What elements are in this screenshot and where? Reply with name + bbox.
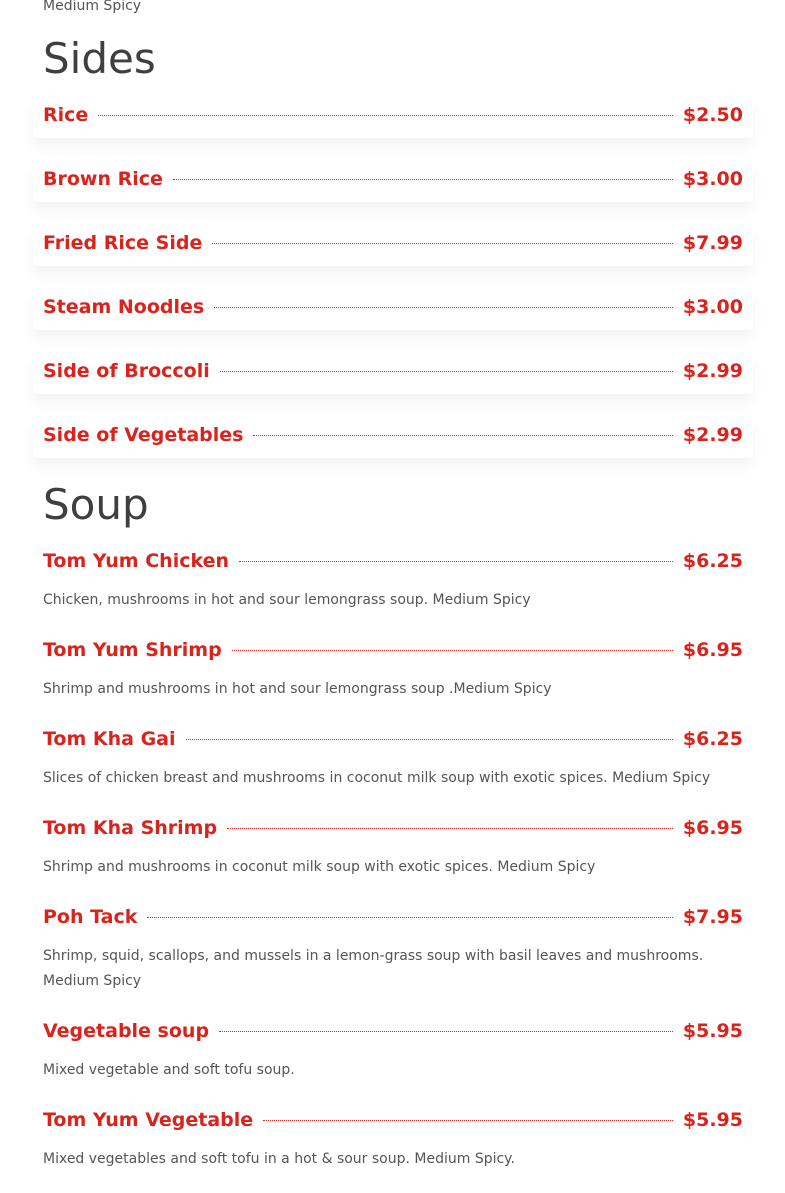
menu-item[interactable] — [43, 164, 743, 194]
item-price: $6.95 — [682, 639, 743, 661]
item-description: Mixed vegetable and soft tofu soup. — [43, 1062, 295, 1078]
item-name: Tom Kha Gai — [43, 728, 176, 750]
item-price: $6.25 — [682, 728, 743, 750]
item-price: $6.25 — [682, 550, 743, 572]
item-description: Shrimp, squid, scallops, and mussels in a lemon-grass soup with basil leaves and mushrooms. Medium Spicy — [43, 948, 704, 989]
item-price: $5.95 — [682, 1109, 743, 1131]
menu-item[interactable] — [43, 100, 743, 130]
item-name: Side of Vegetables — [43, 424, 244, 446]
previous-item-description: Medium Spicy — [43, 0, 142, 14]
item-name: Tom Kha Shrimp — [43, 817, 218, 839]
item-price: $3.00 — [682, 168, 743, 190]
item-price: $2.99 — [682, 360, 743, 382]
dotted-leader — [98, 115, 673, 116]
item-price: $2.50 — [682, 104, 743, 126]
menu-item[interactable] — [43, 1105, 743, 1172]
menu-item[interactable] — [43, 228, 743, 258]
section-title-sides: Sides — [43, 34, 156, 83]
dotted-leader — [239, 561, 673, 562]
item-name: Rice — [43, 104, 89, 126]
menu-item[interactable] — [43, 420, 743, 450]
section-title-soup: Soup — [43, 480, 149, 529]
dotted-leader — [219, 1031, 673, 1032]
item-description: Slices of chicken breast and mushrooms in coconut milk soup with exotic spices. Medium Spicy — [43, 770, 711, 786]
item-name: Brown Rice — [43, 168, 163, 190]
dotted-leader — [147, 917, 673, 918]
menu-item[interactable] — [43, 813, 743, 880]
menu-item[interactable] — [43, 1016, 743, 1083]
dotted-leader — [253, 435, 672, 436]
item-price: $5.95 — [682, 1020, 743, 1042]
item-description: Chicken, mushrooms in hot and sour lemongrass soup. Medium Spicy — [43, 592, 531, 608]
menu-item[interactable] — [43, 292, 743, 322]
dotted-leader — [186, 739, 673, 740]
dotted-leader — [214, 307, 673, 308]
item-name: Steam Noodles — [43, 296, 205, 318]
item-name: Side of Broccoli — [43, 360, 210, 382]
item-name: Tom Yum Vegetable — [43, 1109, 254, 1131]
item-price: $6.95 — [682, 817, 743, 839]
dotted-leader — [263, 1120, 673, 1121]
menu-item[interactable] — [43, 635, 743, 702]
menu-item[interactable] — [43, 546, 743, 613]
sides-list — [43, 100, 743, 450]
dotted-leader — [173, 179, 673, 180]
dotted-leader — [232, 650, 673, 651]
item-price: $7.99 — [682, 232, 743, 254]
item-price: $2.99 — [682, 424, 743, 446]
menu-item[interactable] — [43, 356, 743, 386]
item-name: Fried Rice Side — [43, 232, 203, 254]
menu-item[interactable] — [43, 724, 743, 791]
item-name: Tom Yum Chicken — [43, 550, 230, 572]
item-description: Shrimp and mushrooms in coconut milk soup with exotic spices. Medium Spicy — [43, 859, 596, 875]
soup-list — [43, 546, 743, 1172]
dotted-leader — [220, 371, 673, 372]
item-price: $7.95 — [682, 906, 743, 928]
item-description: Mixed vegetables and soft tofu in a hot & sour soup. Medium Spicy. — [43, 1151, 515, 1167]
item-name: Poh Tack — [43, 906, 138, 928]
item-name: Tom Yum Shrimp — [43, 639, 222, 661]
item-description: Shrimp and mushrooms in hot and sour lemongrass soup .Medium Spicy — [43, 681, 552, 697]
item-name: Vegetable soup — [43, 1020, 210, 1042]
dotted-leader — [227, 828, 673, 829]
dotted-leader — [212, 243, 673, 244]
item-price: $3.00 — [682, 296, 743, 318]
menu-item[interactable] — [43, 902, 743, 994]
